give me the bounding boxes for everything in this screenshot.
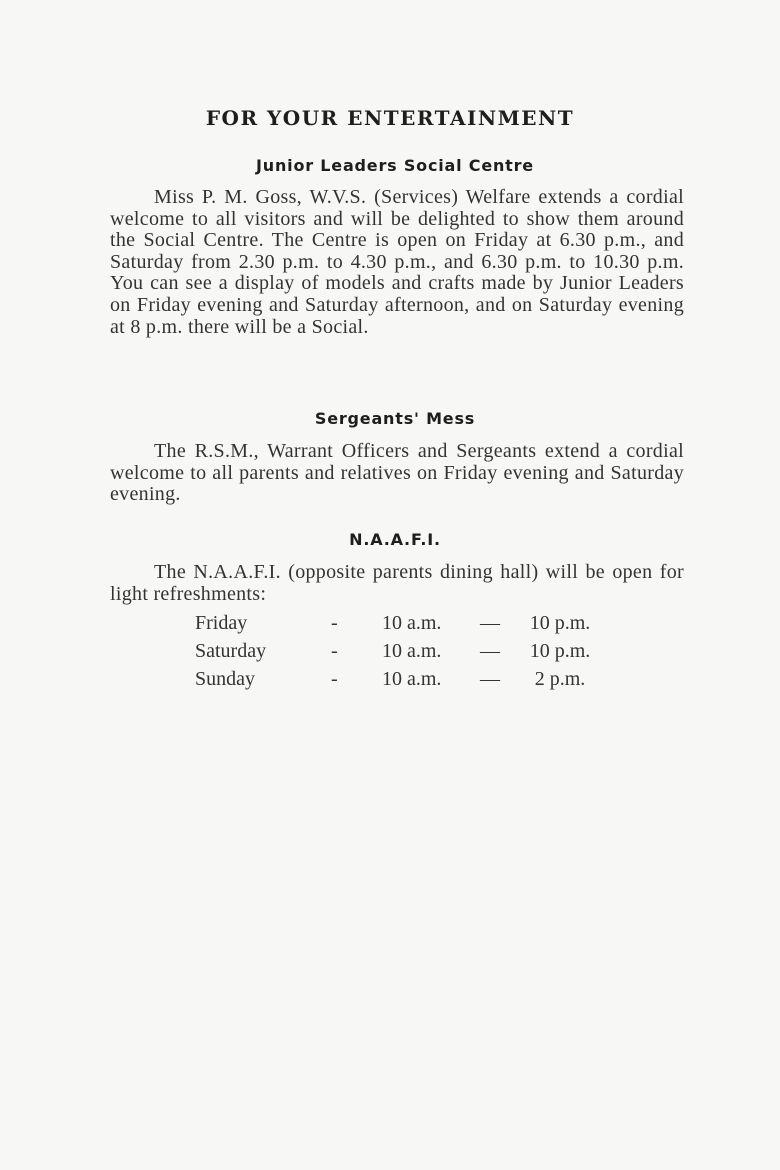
section-heading-social-centre: Junior Leaders Social Centre <box>256 156 534 175</box>
hours-open: 10 a.m. <box>382 668 442 690</box>
hours-close: 10 p.m. <box>529 640 591 662</box>
hours-separator: - <box>331 668 338 690</box>
hours-open: 10 a.m. <box>382 612 442 634</box>
naafi-paragraph: The N.A.A.F.I. (opposite parents dining hall) will be open for light refreshments: <box>110 561 684 605</box>
hours-row-sunday <box>195 668 615 696</box>
social-centre-paragraph: Miss P. M. Goss, W.V.S. (Services) Welfare extends a cordial welcome to all visitors and will be delighted to show them around the Social Centre. The Centre is open on Friday at 6.30 p.m., and Saturday from 2.30 p.m. to 4.30 p.m., and 6.30 p.m. to 10.30 p.m. You can see a display of models and crafts made by Junior Leaders on Friday evening and Saturday afternoon, and on Saturday evening at 8 p.m. there will be a Social. <box>110 186 684 338</box>
hours-dash: — <box>480 640 500 662</box>
hours-close: 2 p.m. <box>534 668 586 690</box>
hours-day: Sunday <box>195 668 255 690</box>
hours-row-friday <box>195 612 615 640</box>
hours-row-saturday <box>195 640 615 668</box>
hours-dash: — <box>480 612 500 634</box>
hours-close: 10 p.m. <box>529 612 591 634</box>
naafi-hours-table <box>195 612 615 696</box>
hours-day: Friday <box>195 612 248 634</box>
hours-separator: - <box>331 612 338 634</box>
hours-day: Saturday <box>195 640 267 662</box>
hours-dash: — <box>480 668 500 690</box>
page-title: FOR YOUR ENTERTAINMENT <box>205 106 575 130</box>
hours-open: 10 a.m. <box>382 640 442 662</box>
section-heading-sergeants-mess: Sergeants' Mess <box>314 409 476 428</box>
hours-separator: - <box>331 640 338 662</box>
sergeants-mess-paragraph: The R.S.M., Warrant Officers and Sergeants extend a cordial welcome to all parents and relatives on Friday evening and Saturday evening. <box>110 440 684 506</box>
section-heading-naafi: N.A.A.F.I. <box>349 530 441 549</box>
